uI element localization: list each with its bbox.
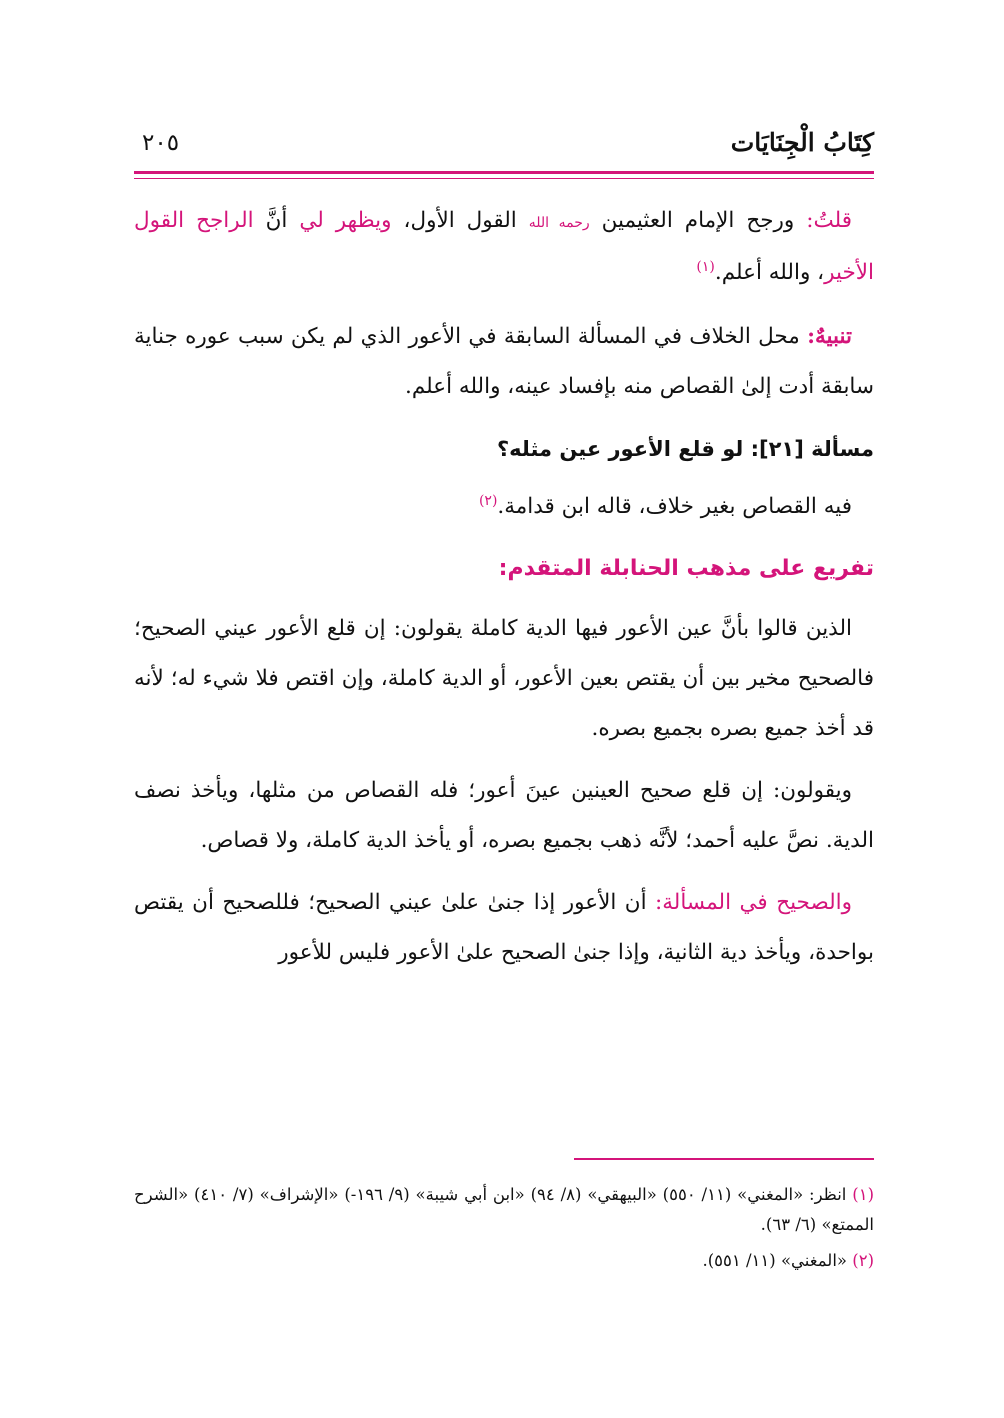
page-header (134, 128, 874, 168)
footnote-ref-1[interactable]: (١) (696, 258, 715, 275)
footnote-separator (574, 1158, 874, 1160)
footnote-text: انظر: «المغني» (١١/ ٥٥٠) «البيهقي» (٨/ ٩٤) «ابن أبي شيبة» (٩/ ١٩٦-) «الإشراف» (٧/ ٤١٠) «الشرح الممتع» (٦/ ٦٣). (134, 1185, 874, 1234)
page (134, 0, 874, 1418)
issue-question: لو قلع الأعور عين مثله؟ (496, 437, 751, 461)
emphasis-yazhar-li: ويظهر لي (299, 208, 392, 233)
page-number: ٢٠٥ (142, 130, 180, 156)
footnotes (134, 1180, 874, 1282)
paragraph-sahih (134, 878, 874, 978)
book-title: كِتَابُ الْجِنَايَات (730, 128, 874, 157)
footnote-1 (134, 1180, 874, 1240)
p1-text-4: ، والله أعلم. (714, 260, 825, 285)
header-rule-thick (134, 171, 874, 174)
footnote-number: (٢) (852, 1251, 874, 1270)
emphasis-rajih: الراجح القول الأخير (134, 208, 874, 285)
header-rule-thin (134, 178, 874, 179)
issue-heading (134, 424, 874, 474)
main-text (134, 196, 874, 990)
footnote-text: «المغني» (١١/ ٥٥١). (702, 1251, 853, 1270)
section-heading: تفريع على مذهب الحنابلة المتقدم: (498, 556, 874, 581)
paragraph-tanbih (134, 312, 874, 412)
lead-sahih: والصحيح في المسألة: (655, 890, 852, 915)
paragraph-hanabila-1: الذين قالوا بأنَّ عين الأعور فيها الدية كاملة يقولون: إن قلع الأعور عيني الصحيح؛ فالصحيح مخير بين أن يقتص بعين الأعور، أو الدية كاملة، وإن اقتص فلا شيء له؛ لأنه قد أخذ جميع بصره بجميع بصره. (134, 616, 874, 741)
p2-text: محل الخلاف في المسألة السابقة في الأعور الذي لم يكن سبب عوره جناية سابقة أدت إلىٰ القصاص منه بإفساد عينه، والله أعلم. (134, 324, 874, 399)
footnote-2 (134, 1246, 874, 1276)
p1-text-2: القول الأول، (391, 208, 529, 233)
p3-text: فيه القصاص بغير خلاف، قاله ابن قدامة. (497, 494, 852, 519)
p6-text: أن الأعور إذا جنىٰ علىٰ عيني الصحيح؛ فللصحيح أن يقتص بواحدة، ويأخذ دية الثانية، وإذا جنىٰ الصحيح علىٰ الأعور فليس للأعور (134, 890, 874, 965)
lead-qultu: قلتُ: (806, 208, 853, 233)
lead-tanbih: تنبيهٌ: (807, 324, 852, 349)
p1-text-3: أنَّ (253, 208, 300, 233)
footnote-number: (١) (852, 1185, 874, 1204)
paragraph-hanabila-2: ويقولون: إن قلع صحيح العينين عينَ أعور؛ فله القصاص من مثلها، ويأخذ نصف الدية. نصَّ عليه أحمد؛ لأنَّه ذهب بجميع بصره، أو يأخذ الدية كاملة، ولا قصاص. (134, 778, 874, 853)
honorific-glyph: رحمه الله (528, 215, 590, 231)
p1-text-1: ورجح الإمام العثيمين (589, 208, 807, 233)
issue-label: مسألة [٢١]: (750, 437, 874, 461)
footnote-ref-2[interactable]: (٢) (478, 492, 498, 509)
paragraph-qultu (134, 196, 874, 298)
paragraph-answer (134, 482, 874, 532)
